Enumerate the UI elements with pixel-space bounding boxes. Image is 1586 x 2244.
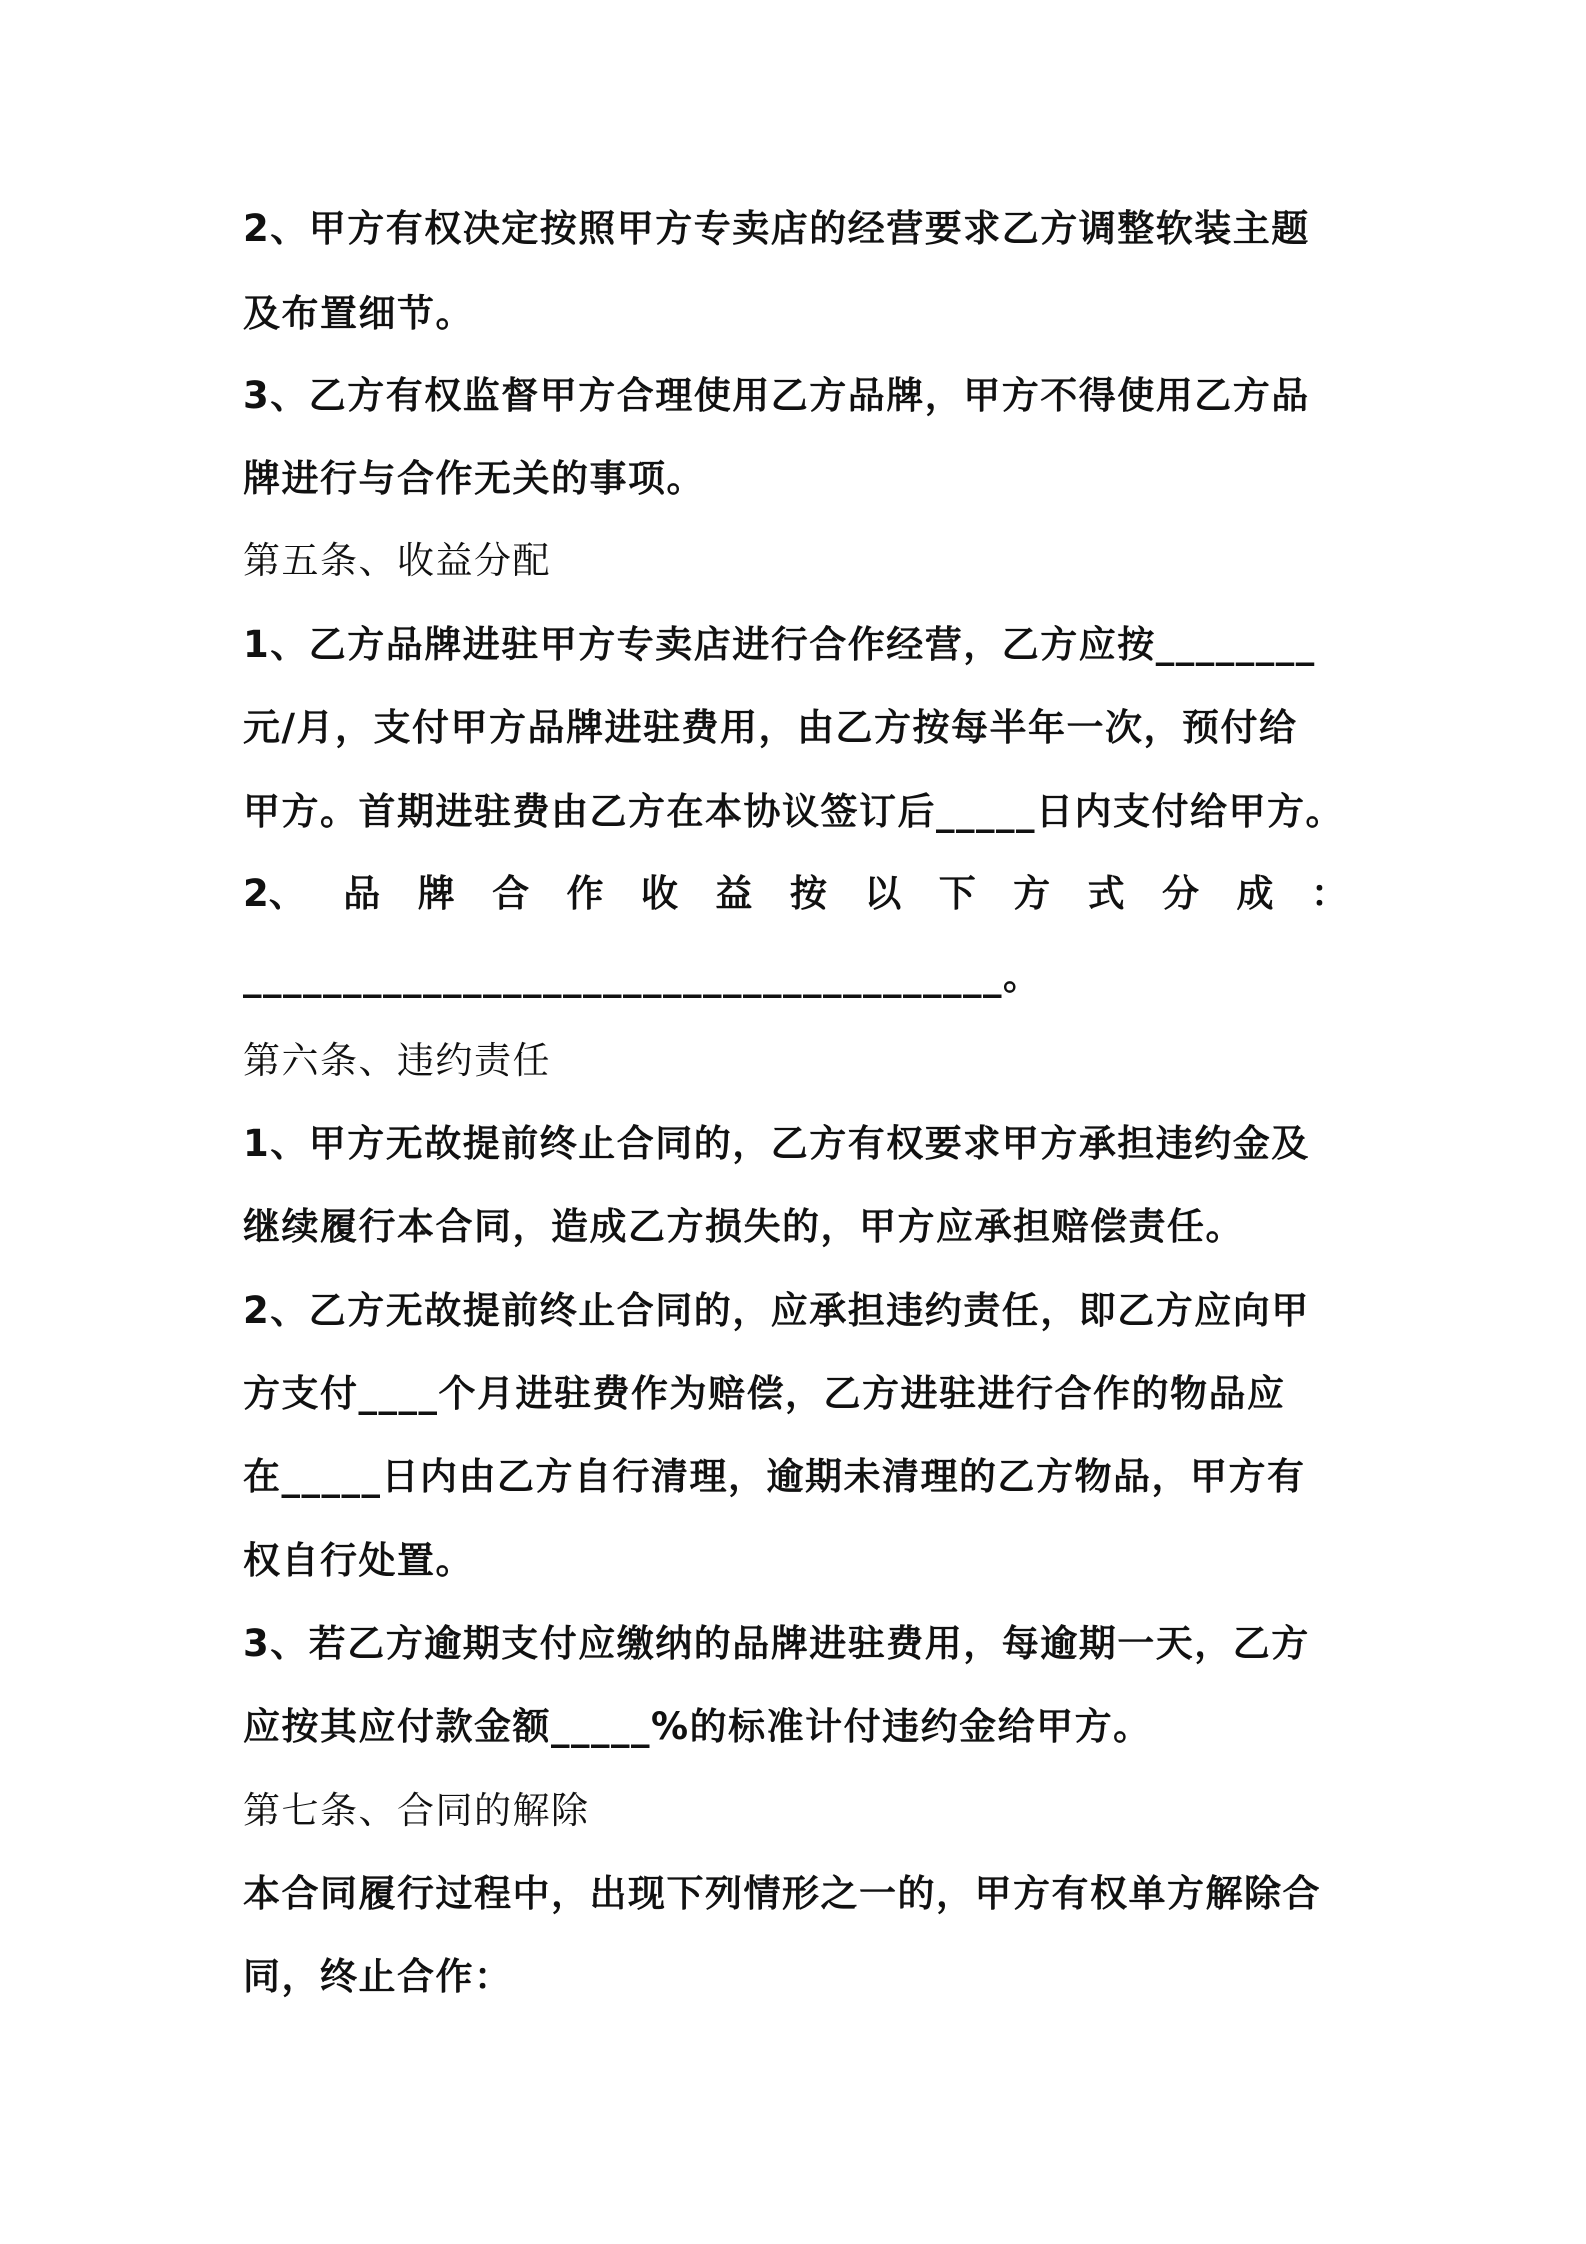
article-7-intro-line-1: 本合同履行过程中，出现下列情形之一的，甲方有权单方解除合 xyxy=(243,1872,1321,1915)
spread-char: 按 xyxy=(789,872,827,915)
spread-char: 合 xyxy=(492,872,530,915)
spread-char: 方 xyxy=(1013,872,1051,915)
clause-5-3-line-1: 3、乙方有权监督甲方合理使用乙方品牌，甲方不得使用乙方品 xyxy=(243,374,1310,417)
blank-fill-line: ______________________________________。 xyxy=(243,955,1042,998)
clause-6-2-line-4: 权自行处置。 xyxy=(243,1539,474,1582)
clause-6-1-line-1: 1、甲方无故提前终止合同的，乙方有权要求甲方承担违约金及 xyxy=(243,1122,1310,1165)
spread-char: ： xyxy=(1310,872,1348,915)
spread-char: 品 xyxy=(343,872,381,915)
clause-5-1-line-2: 元/月，支付甲方品牌进驻费用，由乙方按每半年一次，预付给 xyxy=(243,706,1298,749)
spread-char: 益 xyxy=(715,872,753,915)
clause-5-1-line-1: 1、乙方品牌进驻甲方专卖店进行合作经营，乙方应按________ xyxy=(243,623,1316,666)
spread-char: 下 xyxy=(938,872,976,915)
article-7-intro-line-2: 同，终止合作： xyxy=(243,1955,513,1998)
spread-char: 2、 xyxy=(243,872,306,915)
spread-char: 作 xyxy=(566,872,604,915)
spread-char: 式 xyxy=(1087,872,1125,915)
article-6-heading: 第六条、违约责任 xyxy=(243,1039,551,1082)
clause-6-1-line-2: 继续履行本合同，造成乙方损失的，甲方应承担赔偿责任。 xyxy=(243,1205,1244,1248)
spread-char: 分 xyxy=(1162,872,1199,915)
clause-6-3-line-2: 应按其应付款金额_____%的标准计付违约金给甲方。 xyxy=(243,1705,1152,1748)
clause-5-2-line-1: 2、甲方有权决定按照甲方专卖店的经营要求乙方调整软装主题 xyxy=(243,207,1310,250)
clause-5-1-line-3: 甲方。首期进驻费由乙方在本协议签订后_____日内支付给甲方。 xyxy=(243,790,1344,833)
clause-5-2-line-2: 及布置细节。 xyxy=(243,292,474,335)
spread-char: 成 xyxy=(1236,872,1274,915)
article-5-heading: 第五条、收益分配 xyxy=(243,539,551,582)
spread-char: 牌 xyxy=(417,872,455,915)
clause-5-2-revenue-line xyxy=(243,870,1348,918)
clause-6-2-line-1: 2、乙方无故提前终止合同的，应承担违约责任，即乙方应向甲 xyxy=(243,1289,1310,1332)
clause-5-3-line-2: 牌进行与合作无关的事项。 xyxy=(243,457,705,500)
spread-char: 以 xyxy=(864,872,902,915)
clause-6-2-line-3: 在_____日内由乙方自行清理，逾期未清理的乙方物品，甲方有 xyxy=(243,1455,1306,1498)
clause-6-3-line-1: 3、若乙方逾期支付应缴纳的品牌进驻费用，每逾期一天，乙方 xyxy=(243,1622,1310,1665)
article-7-heading: 第七条、合同的解除 xyxy=(243,1789,590,1832)
spread-char: 收 xyxy=(640,872,678,915)
clause-6-2-line-2: 方支付____个月进驻费作为赔偿，乙方进驻进行合作的物品应 xyxy=(243,1372,1286,1415)
